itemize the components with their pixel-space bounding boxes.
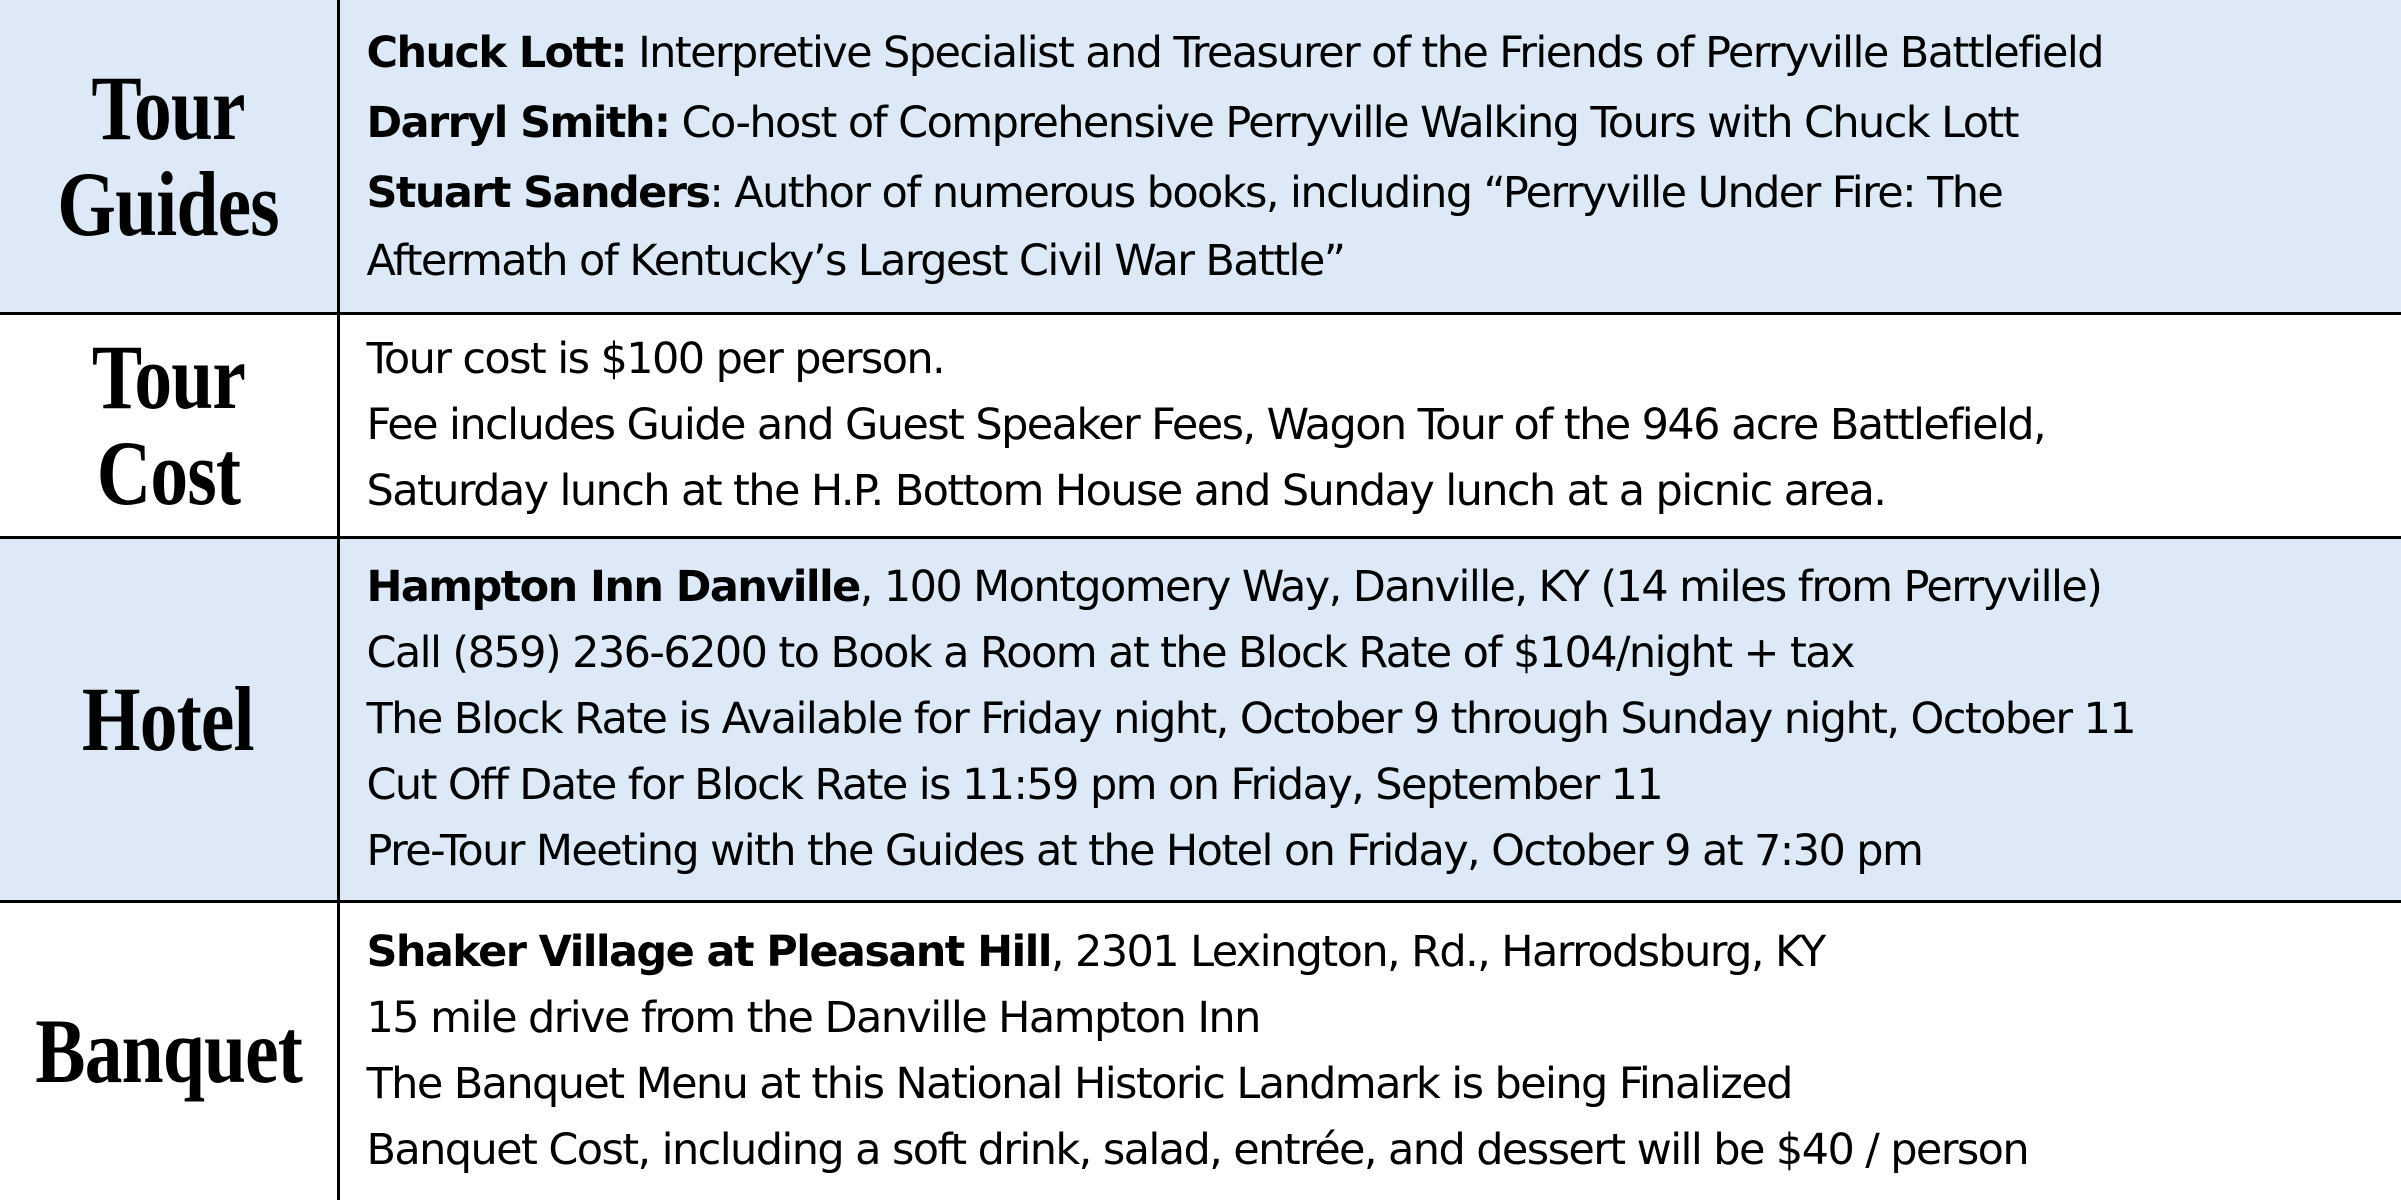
guide-name: Chuck Lott: — [366, 27, 626, 78]
guide-entry — [367, 18, 2382, 88]
tour-guides-heading: Tour Guides — [57, 56, 279, 255]
hotel-heading: Hotel — [82, 668, 255, 770]
hotel-line: Pre-Tour Meeting with the Guides at the Hotel on Friday, October 9 at 7:30 pm — [366, 826, 1923, 876]
banquet-line: 15 mile drive from the Danville Hampton Inn — [366, 993, 1260, 1044]
tour-cost-label-cell — [0, 313, 338, 537]
tour-guides-content — [338, 0, 2401, 313]
hotel-name-line — [367, 554, 2382, 620]
hotel-line: The Block Rate is Available for Friday night, October 9 through Sunday night, October 11 — [366, 694, 2136, 744]
guide-entry — [367, 158, 2382, 228]
banquet-label-cell — [0, 901, 338, 1200]
tour-cost-heading: Tour Cost — [91, 326, 245, 524]
guide-description: Co-host of Comprehensive Perryville Walking Tours with Chuck Lott — [669, 97, 2018, 148]
hotel-address: , 100 Montgomery Way, Danville, KY (14 miles from Perryville) — [859, 562, 2102, 612]
guide-description: Interpretive Specialist and Treasurer of the Friends of Perryville Battlefield — [626, 27, 2103, 78]
guide-entry-continuation: Aftermath of Kentucky’s Largest Civil War Battle” — [366, 235, 1345, 286]
hotel-line: Call (859) 236-6200 to Book a Room at the Block Rate of $104/night + tax — [366, 628, 1854, 678]
cost-line: Fee includes Guide and Guest Speaker Fees, Wagon Tour of the 946 acre Battlefield, — [366, 400, 2046, 450]
guide-name: Stuart Sanders — [366, 167, 710, 218]
guide-description: : Author of numerous books, including “Perryville Under Fire: The — [709, 167, 2003, 218]
guide-entry — [367, 88, 2382, 158]
hotel-label-cell — [0, 537, 338, 901]
banquet-content — [338, 901, 2401, 1200]
tour-cost-row — [0, 313, 2401, 537]
banquet-line: The Banquet Menu at this National Historic Landmark is being Finalized — [366, 1059, 1792, 1110]
hotel-line: Cut Off Date for Block Rate is 11:59 pm on Friday, September 11 — [366, 760, 1663, 810]
guide-name: Darryl Smith: — [366, 97, 670, 148]
banquet-venue-name: Shaker Village at Pleasant Hill — [366, 927, 1051, 978]
hotel-row — [0, 537, 2401, 901]
banquet-line: Banquet Cost, including a soft drink, salad, entrée, and dessert will be $40 / person — [366, 1125, 2029, 1176]
banquet-row — [0, 901, 2401, 1200]
hotel-name: Hampton Inn Danville — [366, 562, 860, 612]
tour-cost-content — [338, 313, 2401, 537]
cost-line: Tour cost is $100 per person. — [366, 334, 945, 384]
tour-guides-row — [0, 0, 2401, 313]
cost-line: Saturday lunch at the H.P. Bottom House and Sunday lunch at a picnic area. — [366, 466, 1886, 516]
tour-guides-label-cell — [0, 0, 338, 313]
banquet-heading: Banquet — [34, 1000, 302, 1103]
banquet-venue-line — [367, 919, 2382, 985]
banquet-venue-address: , 2301 Lexington, Rd., Harrodsburg, KY — [1050, 927, 1825, 978]
hotel-content — [338, 537, 2401, 901]
